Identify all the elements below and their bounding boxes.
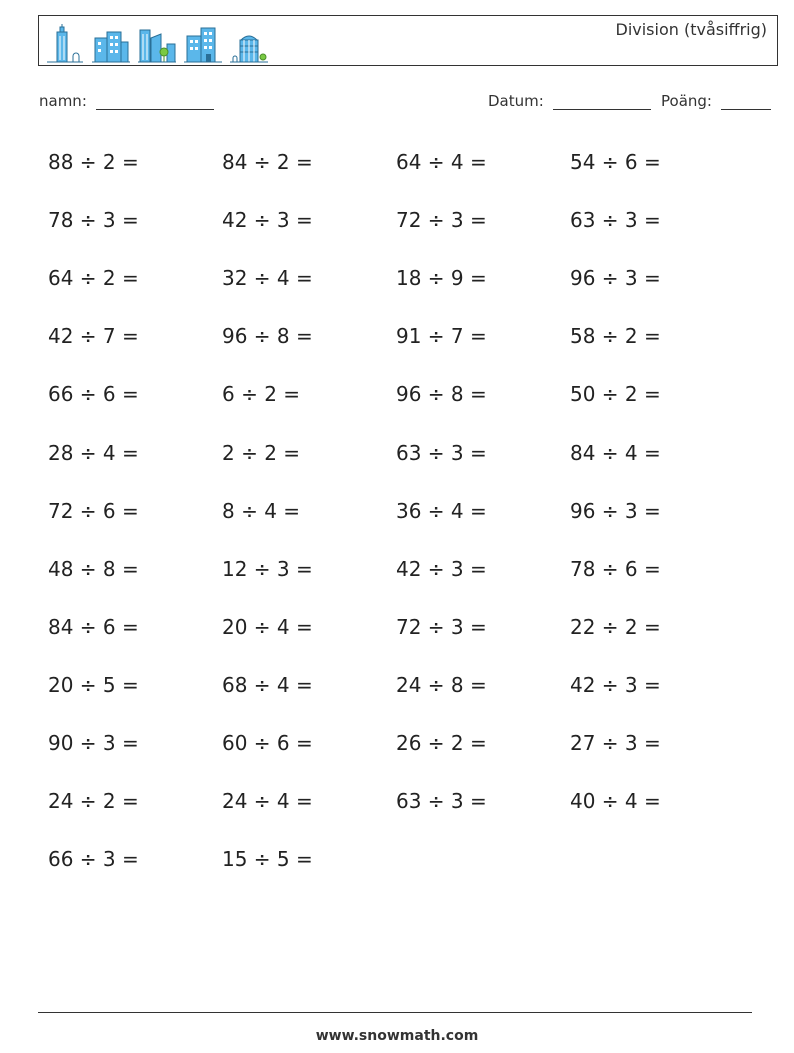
division-problem: 63 ÷ 3 = xyxy=(570,208,661,233)
division-problem: 72 ÷ 6 = xyxy=(48,498,139,523)
division-problem: 28 ÷ 4 = xyxy=(48,440,139,465)
division-problem: 40 ÷ 4 = xyxy=(570,789,661,814)
division-problem: 20 ÷ 5 = xyxy=(48,672,139,697)
division-problem: 90 ÷ 3 = xyxy=(48,731,139,755)
division-problem: 63 ÷ 3 = xyxy=(396,440,487,465)
division-problem: 60 ÷ 6 = xyxy=(222,731,313,755)
division-problem: 84 ÷ 2 = xyxy=(222,150,313,174)
division-problem: 96 ÷ 8 = xyxy=(396,382,487,407)
division-problem: 96 ÷ 8 = xyxy=(222,324,313,349)
division-problem: 42 ÷ 7 = xyxy=(48,324,139,349)
division-problem: 42 ÷ 3 = xyxy=(222,208,313,233)
division-problem: 78 ÷ 6 = xyxy=(570,556,661,581)
division-problem: 2 ÷ 2 = xyxy=(222,440,301,465)
division-problem: 26 ÷ 2 = xyxy=(396,731,487,755)
division-problem: 15 ÷ 5 = xyxy=(222,847,313,872)
division-problem: 24 ÷ 2 = xyxy=(48,789,139,814)
footer-divider xyxy=(38,1012,752,1013)
footer-url: www.snowmath.com xyxy=(315,1028,479,1044)
division-problem: 24 ÷ 4 = xyxy=(222,789,313,814)
division-problem: 42 ÷ 3 = xyxy=(570,672,661,697)
score-label: Poäng: xyxy=(661,92,712,110)
division-problem: 22 ÷ 2 = xyxy=(570,614,661,639)
division-problem: 48 ÷ 8 = xyxy=(48,556,139,581)
date-label: Datum: xyxy=(488,92,544,110)
division-problem: 54 ÷ 6 = xyxy=(570,150,661,174)
division-problem: 78 ÷ 3 = xyxy=(48,208,139,233)
division-problem: 58 ÷ 2 = xyxy=(570,324,661,349)
division-problem: 50 ÷ 2 = xyxy=(570,382,661,407)
division-problem: 84 ÷ 6 = xyxy=(48,614,139,639)
division-problem: 63 ÷ 3 = xyxy=(396,789,487,814)
division-problem: 96 ÷ 3 = xyxy=(570,498,661,523)
division-problem: 66 ÷ 6 = xyxy=(48,382,139,407)
name-label: namn: xyxy=(39,92,87,110)
division-problem: 91 ÷ 7 = xyxy=(396,324,487,349)
division-problem: 36 ÷ 4 = xyxy=(396,498,487,523)
division-problem: 68 ÷ 4 = xyxy=(222,672,313,697)
division-problem: 72 ÷ 3 = xyxy=(396,208,487,233)
division-problem: 32 ÷ 4 = xyxy=(222,266,313,291)
division-problem: 72 ÷ 3 = xyxy=(396,614,487,639)
division-problem: 64 ÷ 4 = xyxy=(396,150,487,174)
division-problem: 42 ÷ 3 = xyxy=(396,556,487,581)
division-problem: 24 ÷ 8 = xyxy=(396,672,487,697)
division-problem: 84 ÷ 4 = xyxy=(570,440,661,465)
division-problem: 6 ÷ 2 = xyxy=(222,382,301,407)
division-problem: 88 ÷ 2 = xyxy=(48,150,139,174)
division-problem: 27 ÷ 3 = xyxy=(570,731,661,755)
division-problem: 64 ÷ 2 = xyxy=(48,266,139,291)
division-problem: 12 ÷ 3 = xyxy=(222,556,313,581)
division-problem: 18 ÷ 9 = xyxy=(396,266,487,291)
division-problem: 96 ÷ 3 = xyxy=(570,266,661,291)
division-problem: 66 ÷ 3 = xyxy=(48,847,139,872)
worksheet-title: Division (tvåsiffrig) xyxy=(615,20,767,39)
division-problem: 20 ÷ 4 = xyxy=(222,614,313,639)
division-problem: 8 ÷ 4 = xyxy=(222,498,301,523)
